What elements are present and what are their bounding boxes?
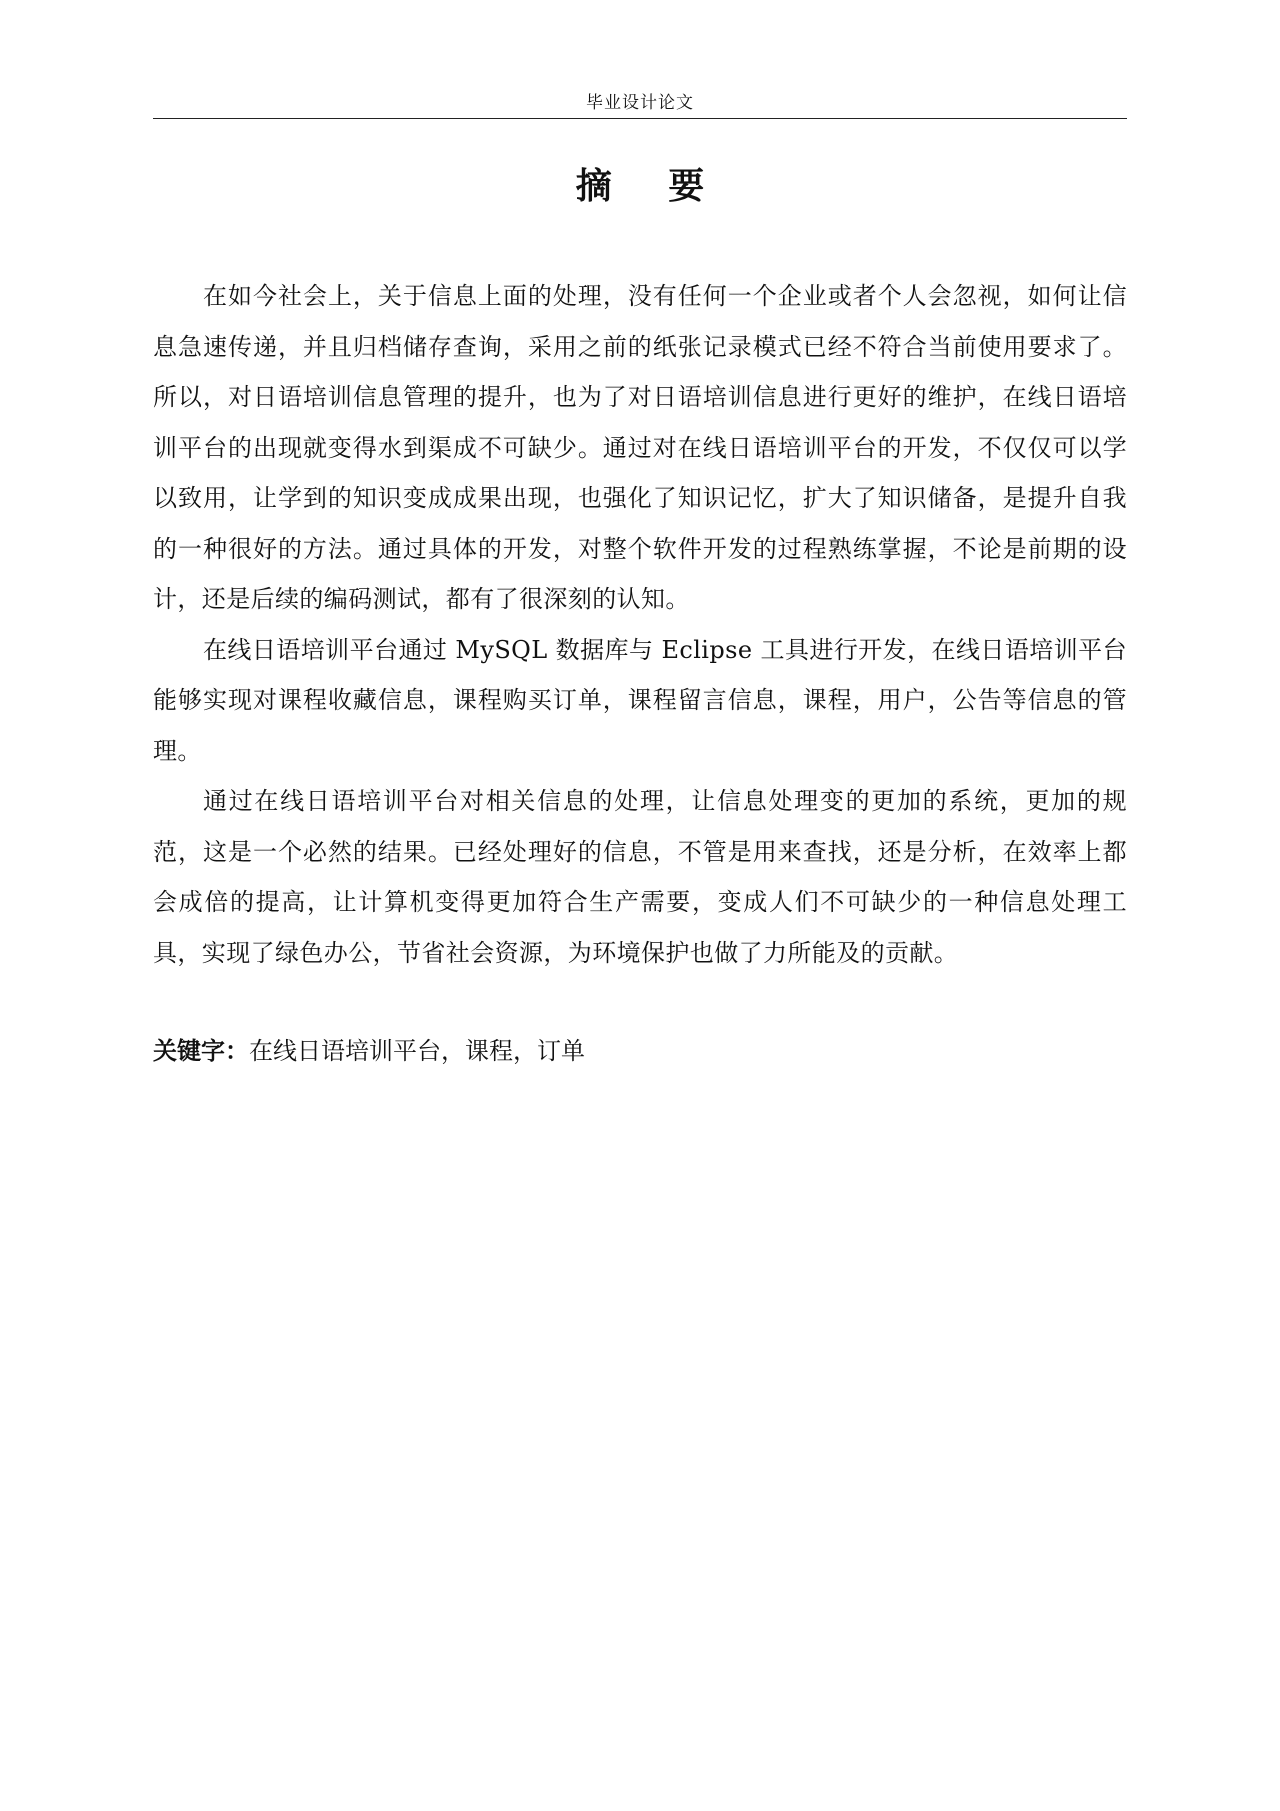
page-header <box>153 90 1127 119</box>
header-title: 毕业设计论文 <box>586 93 694 113</box>
abstract-paragraph-2: 在线日语培训平台通过 MySQL 数据库与 Eclipse 工具进行开发，在线日语培训平台能够实现对课程收藏信息，课程购买订单，课程留言信息，课程，用户，公告等信息的管理。 <box>153 635 1127 765</box>
abstract-paragraph-1: 在如今社会上，关于信息上面的处理，没有任何一个企业或者个人会忽视，如何让信息急速传递，并且归档储存查询，采用之前的纸张记录模式已经不符合当前使用要求了。所以，对日语培训信息管理的提升，也为了对日语培训信息进行更好的维护，在线日语培训平台的出现就变得水到渠成不可缺少。通过对在线日语培训平台的开发，不仅仅可以学以致用，让学到的知识变成成果出现，也强化了知识记忆，扩大了知识储备，是提升自我的一种很好的方法。通过具体的开发，对整个软件开发的过程熟练掌握，不论是前期的设计，还是后续的编码测试，都有了很深刻的认知。 <box>153 282 1127 613</box>
abstract-paragraph-3: 通过在线日语培训平台对相关信息的处理，让信息处理变的更加的系统，更加的规范，这是一个必然的结果。已经处理好的信息，不管是用来查找，还是分析，在效率上都会成倍的提高，让计算机变得更加符合生产需要，变成人们不可缺少的一种信息处理工具，实现了绿色办公，节省社会资源，为环境保护也做了力所能及的贡献。 <box>153 787 1127 967</box>
keywords-value: 在线日语培训平台，课程，订单 <box>249 1037 585 1065</box>
abstract-title: 摘 要 <box>575 166 727 207</box>
keywords-label: 关键字： <box>153 1037 249 1065</box>
keywords-line <box>153 1026 1127 1076</box>
abstract-body <box>153 271 1127 978</box>
